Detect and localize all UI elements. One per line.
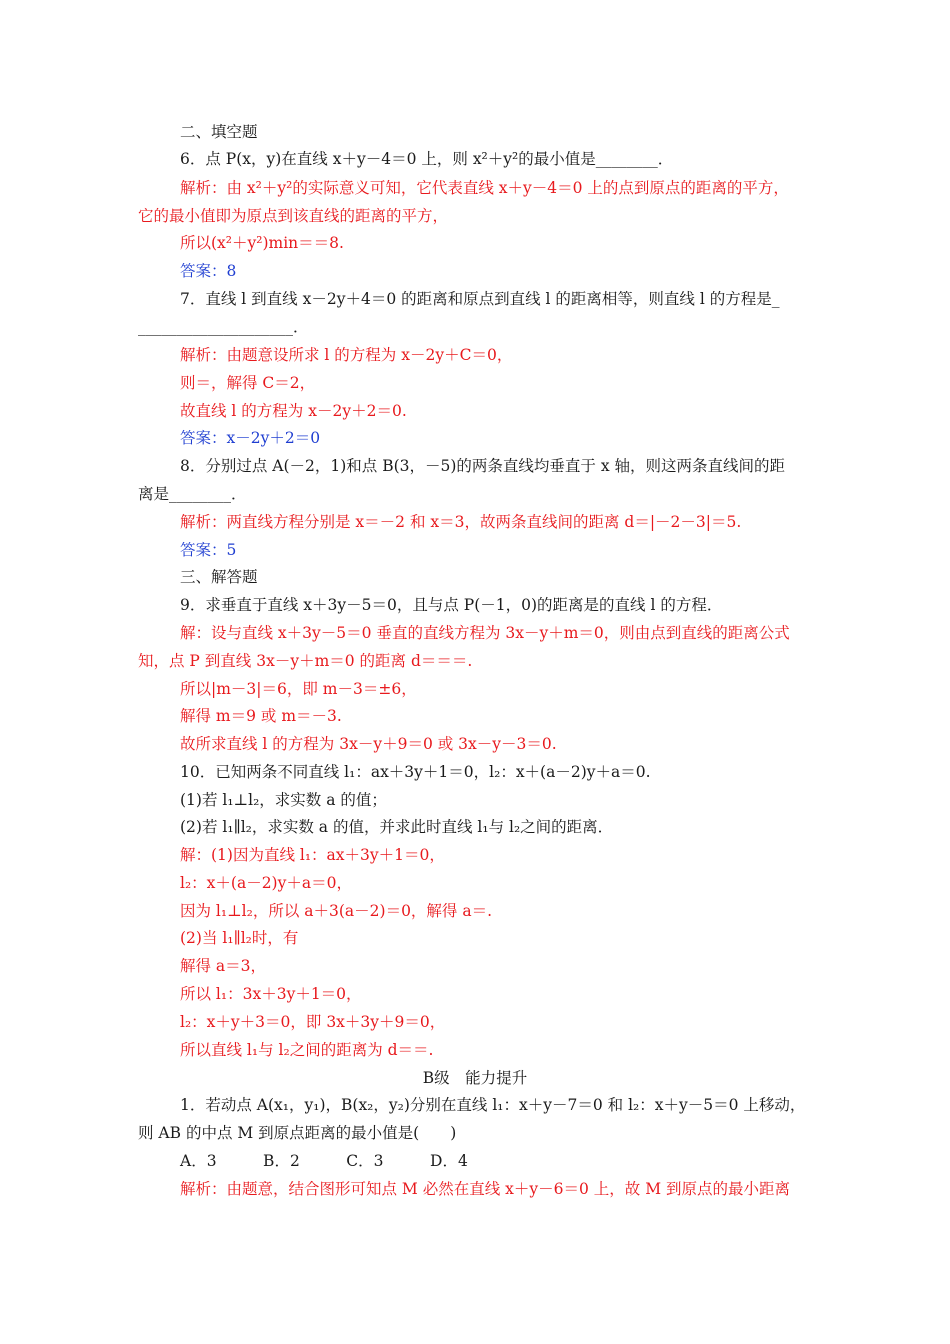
analysis-6-line3: 所以(x²＋y²)min＝＝8.: [180, 234, 344, 252]
question-b1-line2: 则 AB 的中点 M 到原点距离的最小值是( ): [138, 1124, 457, 1142]
solution-9-line4: 解得 m＝9 或 m＝－3.: [180, 707, 342, 725]
solution-10-line1: 解：(1)因为直线 l₁：ax＋3y＋1＝0，: [180, 846, 445, 864]
answer-6: 答案：8: [180, 262, 237, 280]
solution-10-line2: l₂：x＋(a－2)y＋a＝0，: [180, 874, 352, 892]
solution-10-line6: 所以 l₁：3x＋3y＋1＝0，: [180, 985, 362, 1003]
solution-10-line7: l₂：x＋y＋3＝0，即 3x＋3y＋9＝0，: [180, 1013, 446, 1031]
answer-7: 答案：x－2y＋2＝0: [180, 429, 321, 447]
section-heading-level-b: B级 能力提升: [422, 1069, 528, 1087]
answer-8: 答案：5: [180, 541, 237, 559]
solution-9-line2: 知，点 P 到直线 3x－y＋m＝0 的距离 d＝＝＝.: [138, 652, 473, 670]
solution-10-line3: 因为 l₁⊥l₂，所以 a＋3(a－2)＝0，解得 a＝.: [180, 902, 493, 920]
question-7-line1: 7．直线 l 到直线 x－2y＋4＝0 的距离和原点到直线 l 的距离相等，则直线 l 的方程是_: [180, 290, 780, 308]
question-b1-options: A．3 B．2 C．3 D．4: [180, 1152, 468, 1170]
question-9: 9．求垂直于直线 x＋3y－5＝0，且与点 P(－1，0)的距离是的直线 l 的方程．: [180, 596, 723, 614]
question-7-line2: ____________________．: [138, 318, 309, 336]
analysis-7-line2: 则＝，解得 C＝2，: [180, 374, 316, 392]
question-8-line2: 离是________．: [138, 485, 247, 503]
question-b1-line1: 1．若动点 A(x₁，y₁)，B(x₂，y₂)分别在直线 l₁：x＋y－7＝0 和 l₂：x＋y－5＝0 上移动，: [180, 1096, 806, 1114]
question-10-part2: (2)若 l₁∥l₂，求实数 a 的值，并求此时直线 l₁与 l₂之间的距离．: [180, 818, 614, 836]
solution-10-line8: 所以直线 l₁与 l₂之间的距离为 d＝＝.: [180, 1041, 434, 1059]
section-heading-fill-in: 二、填空题: [180, 123, 258, 141]
analysis-8: 解析：两直线方程分别是 x＝－2 和 x＝3，故两条直线间的距离 d＝|－2－3|＝5.: [180, 513, 742, 531]
analysis-6-line2: 它的最小值即为原点到该直线的距离的平方，: [138, 207, 449, 225]
analysis-b1-line1: 解析：由题意，结合图形可知点 M 必然在直线 x＋y－6＝0 上，故 M 到原点的最小距离: [180, 1180, 791, 1198]
solution-9-line1: 解：设与直线 x＋3y－5＝0 垂直的直线方程为 3x－y＋m＝0，则由点到直线的距离公式: [180, 624, 790, 642]
question-6: 6．点 P(x，y)在直线 x＋y－4＝0 上，则 x²＋y²的最小值是________．: [180, 150, 674, 168]
analysis-7-line3: 故直线 l 的方程为 x－2y＋2＝0.: [180, 402, 407, 420]
solution-9-line3: 所以|m－3|＝6，即 m－3＝±6，: [180, 680, 417, 698]
analysis-7-line1: 解析：由题意设所求 l 的方程为 x－2y＋C＝0，: [180, 346, 513, 364]
solution-10-line4: (2)当 l₁∥l₂时，有: [180, 929, 299, 947]
question-10: 10．已知两条不同直线 l₁：ax＋3y＋1＝0，l₂：x＋(a－2)y＋a＝0.: [180, 763, 651, 781]
question-8-line1: 8．分别过点 A(－2，1)和点 B(3，－5)的两条直线均垂直于 x 轴，则这两条直线间的距: [180, 457, 786, 475]
solution-9-line5: 故所求直线 l 的方程为 3x－y＋9＝0 或 3x－y－3＝0.: [180, 735, 557, 753]
section-heading-solve: 三、解答题: [180, 568, 258, 586]
question-10-part1: (1)若 l₁⊥l₂，求实数 a 的值；: [180, 791, 387, 809]
analysis-6-line1: 解析：由 x²＋y²的实际意义可知，它代表直线 x＋y－4＝0 上的点到原点的距离的平方，: [180, 179, 789, 197]
solution-10-line5: 解得 a＝3，: [180, 957, 267, 975]
